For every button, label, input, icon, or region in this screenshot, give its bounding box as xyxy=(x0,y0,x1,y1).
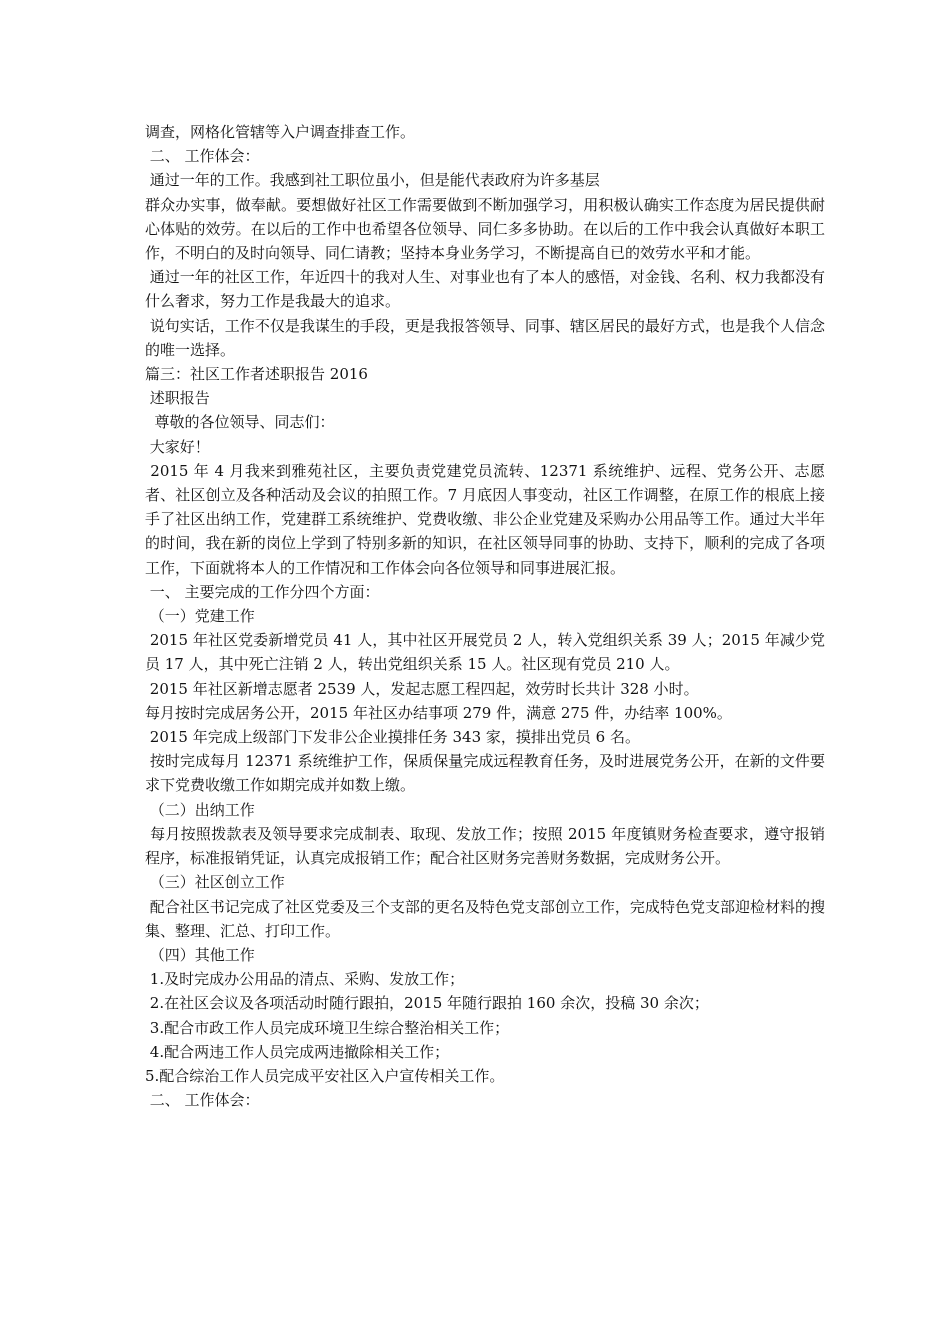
paragraph: 通过一年的工作。我感到社工职位虽小，但是能代表政府为许多基层 xyxy=(145,171,600,190)
paragraph: 调查，网格化管辖等入户调查排查工作。 xyxy=(145,123,416,141)
paragraph: 2015 年社区党委新增党员 41 人，其中社区开展党员 2 人，转入党组织关系 39 人；2015 年减少党员 17 人，其中死亡注销 2 人，转出党组织关系 15 人。社区现有党员 210 人。 xyxy=(145,631,825,674)
report-title: 述职报告 xyxy=(145,389,210,408)
list-item: 2.在社区会议及各项活动时随行跟拍，2015 年随行跟拍 160 余次，投稿 30 余次； xyxy=(145,994,709,1013)
section-heading: 二、 工作体会： xyxy=(145,1091,260,1110)
list-item: 4.配合两违工作人员完成两违撤除相关工作； xyxy=(145,1042,450,1061)
paragraph: 群众办实事，做奉献。要想做好社区工作需要做到不断加强学习，用积极认确实工作态度为居民提供耐心体贴的效劳。在以后的工作中也希望各位领导、同仁多多协助。在以后的工作中我会认真做好本职工作，不明白的及时向领导、同仁请教；坚持本身业务学习，不断提高自已的效劳水平和才能。 xyxy=(145,195,825,263)
subsection-heading: （二）出纳工作 xyxy=(145,800,255,819)
list-item: 5.配合综治工作人员完成平安社区入户宣传相关工作。 xyxy=(145,1066,505,1085)
list-item: 3.配合市政工作人员完成环境卫生综合整治相关工作； xyxy=(145,1018,510,1037)
document-body xyxy=(145,120,825,1112)
paragraph: 配合社区书记完成了社区党委及三个支部的更名及特色党支部创立工作，完成特色党支部迎检材料的搜集、整理、汇总、打印工作。 xyxy=(145,897,825,940)
paragraph: 通过一年的社区工作，年近四十的我对人生、对事业也有了本人的感悟，对金钱、名利、权力我都没有什么奢求，努力工作是我最大的追求。 xyxy=(145,268,825,311)
paragraph: 每月按照拨款表及领导要求完成制表、取现、发放工作；按照 2015 年度镇财务检查要求，遵守报销程序，标准报销凭证，认真完成报销工作；配合社区财务完善财务数据，完成财务公开。 xyxy=(145,824,825,868)
subsection-heading: （一）党建工作 xyxy=(145,607,255,626)
paragraph: 2015 年社区新增志愿者 2539 人，发起志愿工程四起，效劳时长共计 328 小时。 xyxy=(145,679,699,698)
chapter-title: 篇三：社区工作者述职报告 2016 xyxy=(145,365,368,384)
subsection-heading: （三）社区创立工作 xyxy=(145,873,285,892)
salutation: 尊敬的各位领导、同志们： xyxy=(145,413,335,432)
paragraph: 按时完成每月 12371 系统维护工作，保质保量完成远程教育任务，及时进展党务公开，在新的文件要求下党费收缴工作如期完成并如数上缴。 xyxy=(145,752,825,795)
section-heading: 二、 工作体会： xyxy=(145,147,260,166)
paragraph: 每月按时完成居务公开，2015 年社区办结事项 279 件，满意 275 件，办结率 100%。 xyxy=(145,703,732,722)
list-item: 1.及时完成办公用品的清点、采购、发放工作； xyxy=(145,970,465,989)
paragraph: 说句实话，工作不仅是我谋生的手段，更是我报答领导、同事、辖区居民的最好方式，也是我个人信念的唯一选择。 xyxy=(145,316,825,359)
paragraph: 2015 年完成上级部门下发非公企业摸排任务 343 家，摸排出党员 6 名。 xyxy=(145,728,640,747)
subsection-heading: （四）其他工作 xyxy=(145,945,255,964)
section-heading: 一、 主要完成的工作分四个方面： xyxy=(145,582,380,601)
greeting: 大家好！ xyxy=(145,437,210,456)
paragraph: 2015 年 4 月我来到雅苑社区，主要负责党建党员流转、12371 系统维护、远程、党务公开、志愿者、社区创立及各种活动及会议的拍照工作。7 月底因人事变动，社区工作调整，在原工作的根底上接手了社区出纳工作，党建群工系统维护、党费收缴、非公企业党建及采购办公用品等工作。通过大半年的时间，我在新的岗位上学到了特别多新的知识，在社区领导同事的协助、支持下，顺利的完成了各项工作，下面就将本人的工作情况和工作体会向各位领导和同事进展汇报。 xyxy=(145,461,825,577)
